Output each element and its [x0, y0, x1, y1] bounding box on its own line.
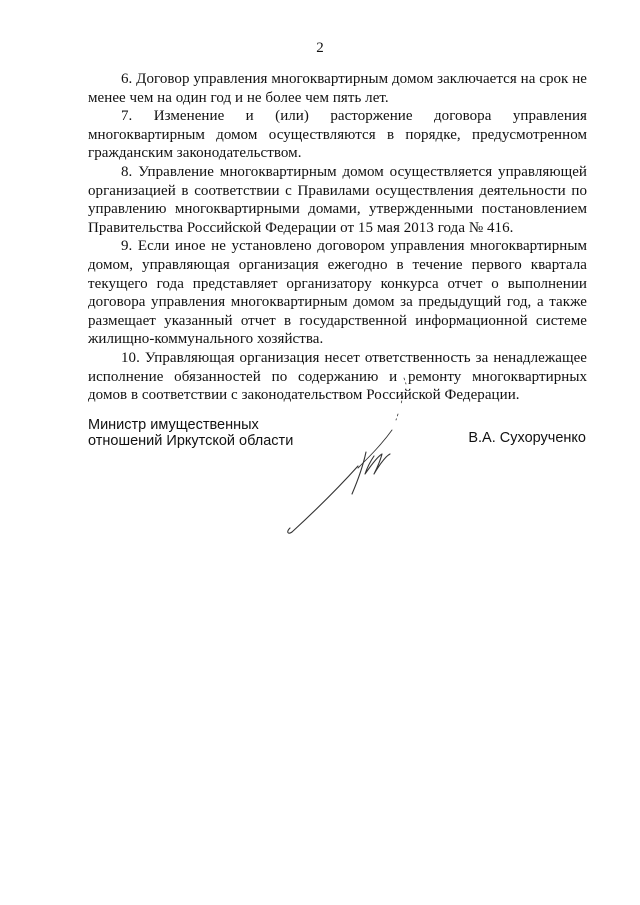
- paragraph-6: 6. Договор управления многоквартирным домом заключается на срок не менее чем на один год и не более чем пять лет.: [88, 71, 587, 106]
- signatory-name: В.А. Сухорученко: [468, 430, 586, 446]
- page-number: 2: [316, 40, 324, 56]
- signatory-title: [88, 417, 293, 449]
- signatory-title-line-2: отношений Иркутской области: [88, 433, 294, 449]
- paragraph-7: 7. Изменение и (или) расторжение договора управления многоквартирным домом осуществляются в порядке, предусмотренном гражданским законодательством.: [88, 108, 587, 162]
- paragraph-8: 8. Управление многоквартирным домом осуществляется управляющей организацией в соответствии с Правилами осуществления деятельности по управлению многоквартирными домами, утвержденными постановлением Правительства Российской Федерации от 15 мая 2013 года № 416.: [88, 163, 587, 236]
- document-body: [88, 70, 587, 405]
- paragraph-10: 10. Управляющая организация несет ответственность за ненадлежащее исполнение обязанностей по содержанию и ремонту многоквартирных домов в соответствии с законодательством Российской Федерации.: [88, 349, 587, 404]
- signatory-title-line-1: Министр имущественных: [88, 417, 259, 433]
- handwritten-signature: [270, 370, 430, 540]
- paragraph-9: 9. Если иное не установлено договором управления многоквартирным домом, управляющая организация ежегодно в течение первого квартала текущего года представляет организатору конкурса отчет о выполнении договора управления многоквартирным домом за предыдущий год, а также размещает указанный отчет в государственной информационной системе жилищно-коммунального хозяйства.: [88, 238, 587, 348]
